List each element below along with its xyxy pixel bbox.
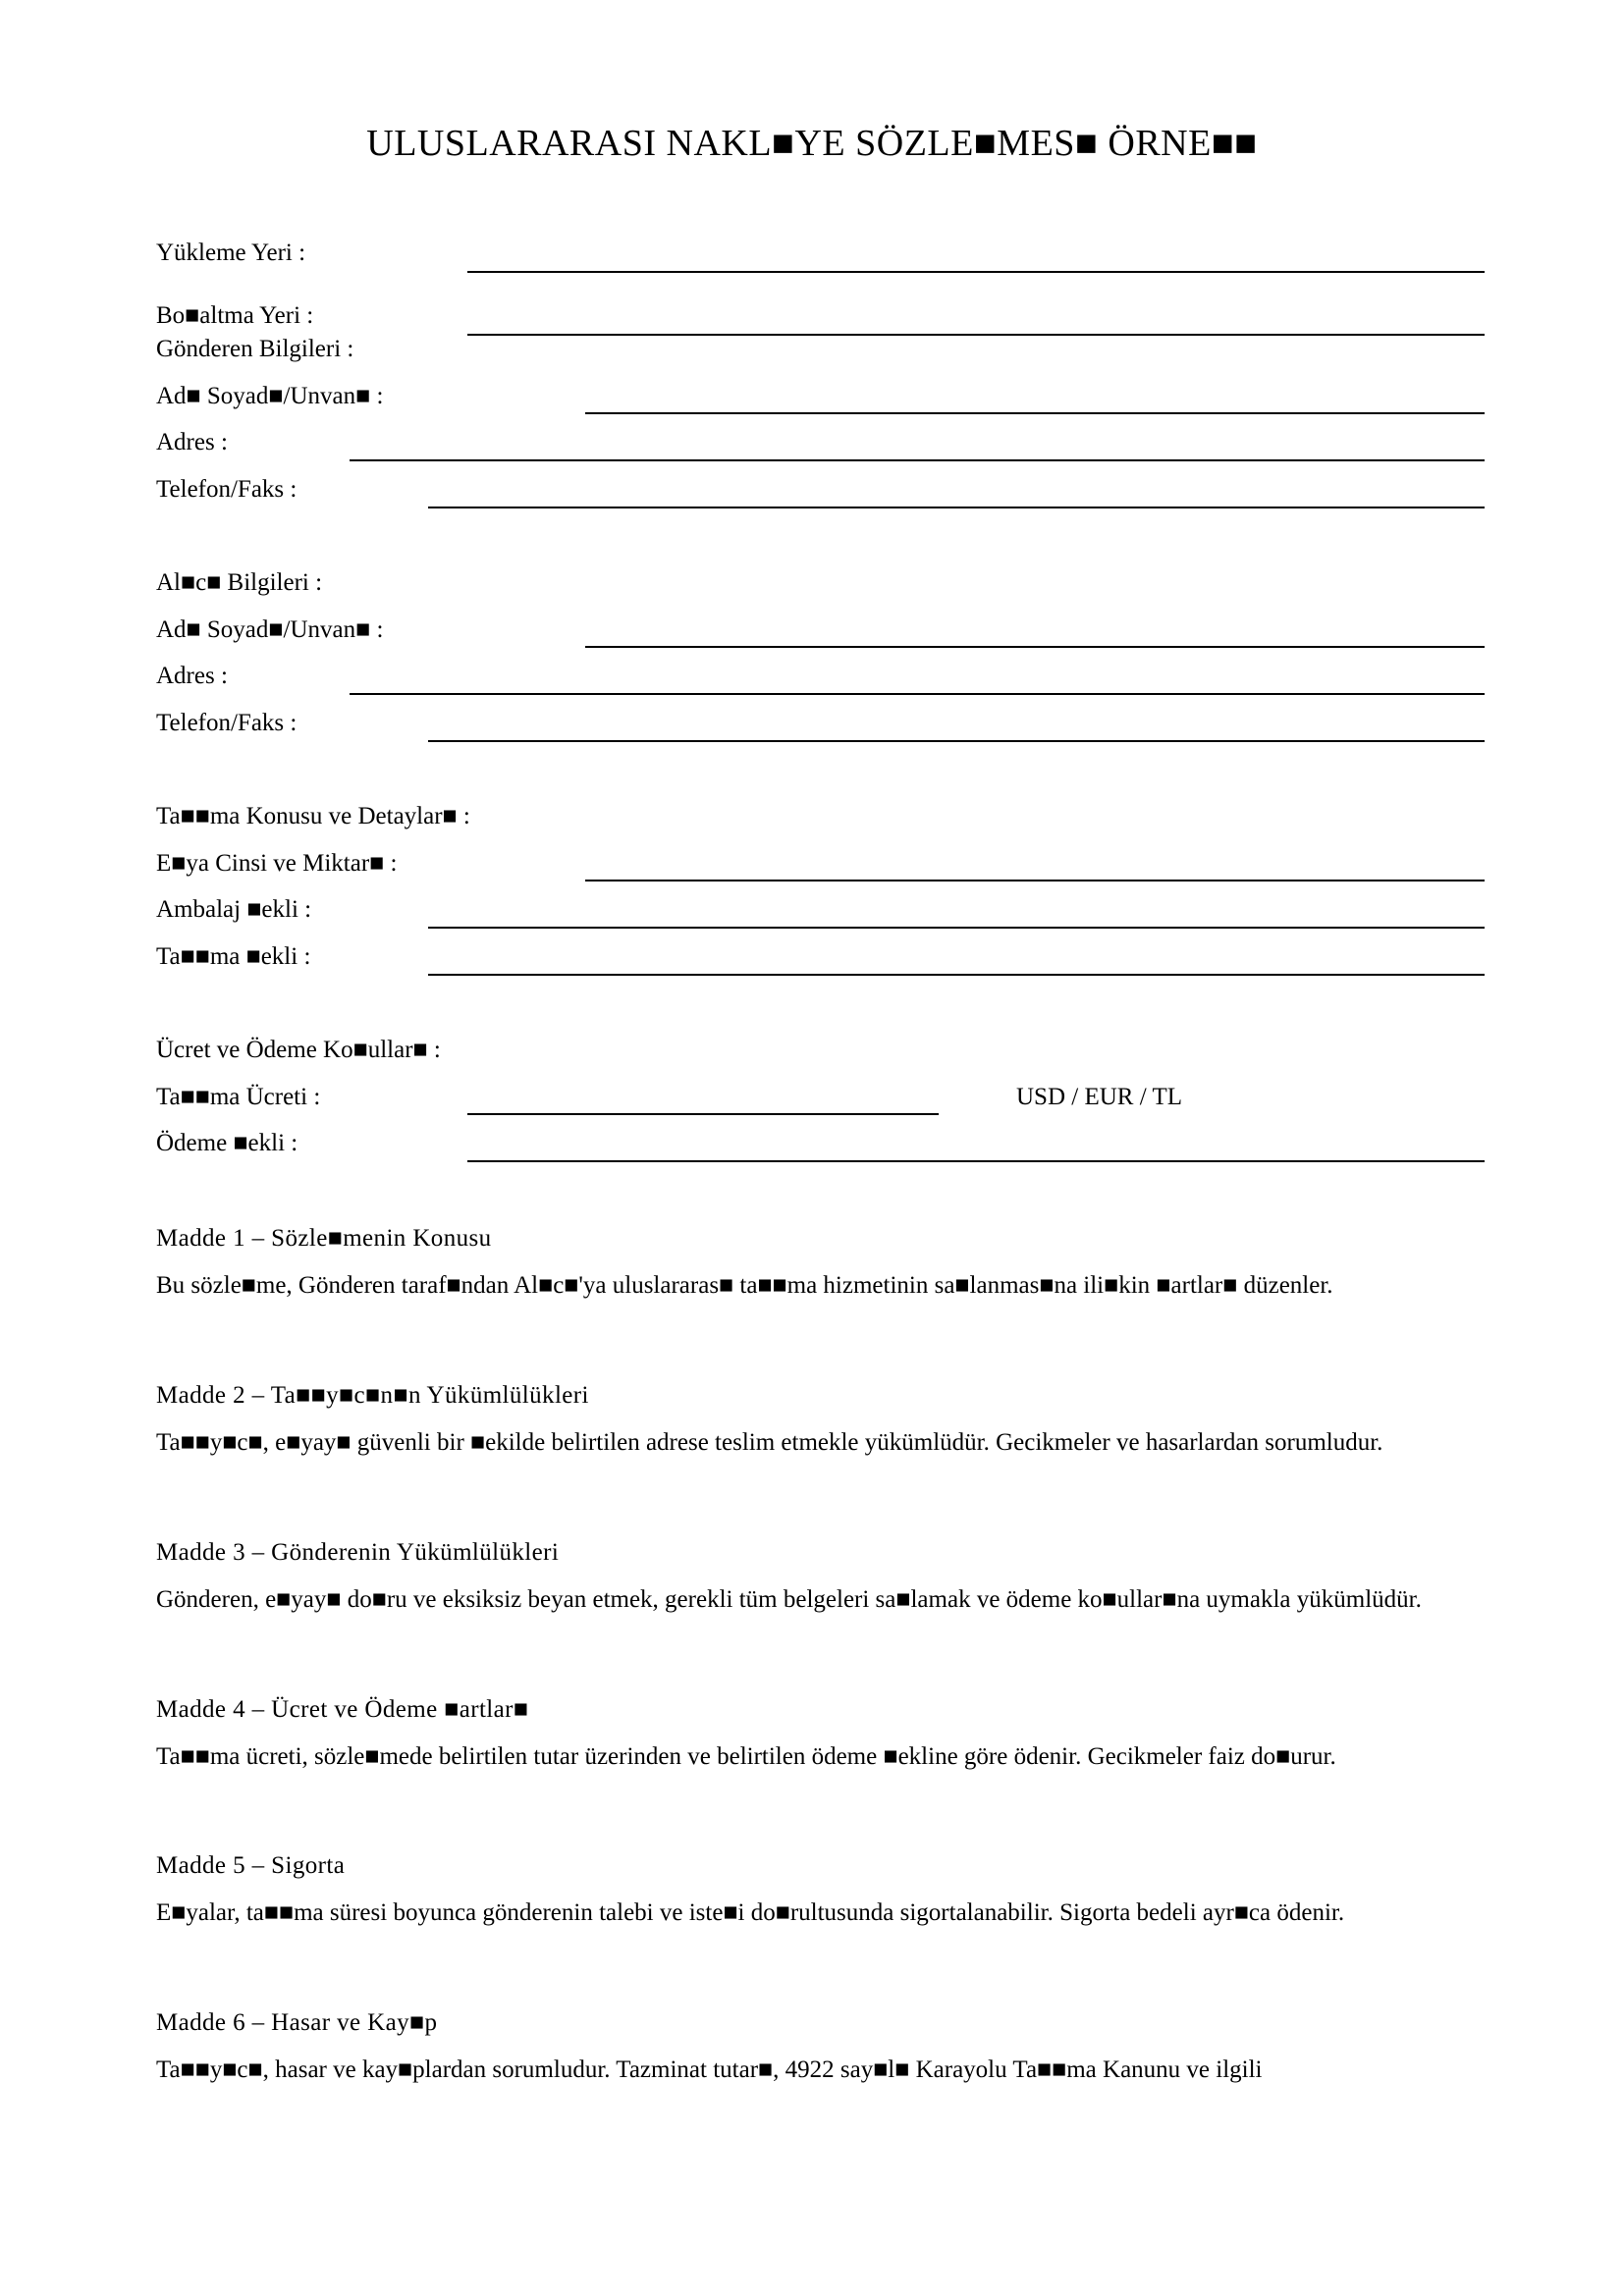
sender-phone-field[interactable]: [428, 507, 1485, 508]
sender-heading: Gönderen Bilgileri :: [156, 336, 354, 362]
receiver-name-field[interactable]: [585, 646, 1485, 648]
unloading-place-field[interactable]: [467, 334, 1485, 336]
receiver-phone-label: Telefon/Faks :: [156, 710, 298, 736]
payment-method-field[interactable]: [467, 1160, 1485, 1162]
fee-label: Ta■■ma Ücreti :: [156, 1084, 321, 1110]
article-2-text: Ta■■y■c■, e■yay■ güvenli bir ■ekilde belirtilen adrese teslim etmekle yükümlüdür. Gecikmeler ve hasarlardan sorumludur.: [156, 1429, 1383, 1456]
receiver-phone-field[interactable]: [428, 740, 1485, 742]
article-4-text: Ta■■ma ücreti, sözle■mede belirtilen tutar üzerinden ve belirtilen ödeme ■ekline göre ödenir. Gecikmeler faiz do■urur.: [156, 1743, 1336, 1770]
packaging-field[interactable]: [428, 927, 1485, 929]
transport-type-field[interactable]: [428, 974, 1485, 976]
receiver-address-field[interactable]: [350, 693, 1485, 695]
article-5-heading: Madde 5 – Sigorta: [156, 1852, 346, 1879]
document-title: ULUSLARARASI NAKL■YE SÖZLE■MES■ ÖRNE■■: [366, 123, 1258, 164]
article-6-text: Ta■■y■c■, hasar ve kay■plardan sorumludur. Tazminat tutar■, 4922 say■l■ Karayolu Ta■■ma Kanunu ve ilgili: [156, 2056, 1263, 2083]
article-3-heading: Madde 3 – Gönderenin Yükümlülükleri: [156, 1539, 560, 1566]
sender-address-field[interactable]: [350, 459, 1485, 461]
fee-field[interactable]: [467, 1113, 939, 1115]
sender-phone-label: Telefon/Faks :: [156, 476, 298, 503]
article-5-text: E■yalar, ta■■ma süresi boyunca gönderenin talebi ve iste■i do■rultusunda sigortalanabilir. Sigorta bedeli ayr■ca ödenir.: [156, 1899, 1345, 1926]
article-3-text: Gönderen, e■yay■ do■ru ve eksiksiz beyan etmek, gerekli tüm belgeleri sa■lamak ve ödeme ko■ullar■na uymakla yükümlüdür.: [156, 1586, 1422, 1613]
payment-method-label: Ödeme ■ekli :: [156, 1130, 298, 1156]
cargo-heading: Ta■■ma Konusu ve Detaylar■ :: [156, 803, 470, 829]
article-4-heading: Madde 4 – Ücret ve Ödeme ■artlar■: [156, 1696, 529, 1723]
article-1-heading: Madde 1 – Sözle■menin Konusu: [156, 1225, 492, 1252]
loading-place-label: Yükleme Yeri :: [156, 240, 306, 266]
sender-address-label: Adres :: [156, 429, 228, 455]
receiver-heading: Al■c■ Bilgileri :: [156, 569, 323, 596]
sender-name-field[interactable]: [585, 412, 1485, 414]
currency-options: USD / EUR / TL: [1016, 1084, 1182, 1110]
receiver-address-label: Adres :: [156, 663, 228, 689]
transport-type-label: Ta■■ma ■ekli :: [156, 943, 311, 970]
article-2-heading: Madde 2 – Ta■■y■c■n■n Yükümlülükleri: [156, 1382, 589, 1409]
goods-type-field[interactable]: [585, 880, 1485, 881]
sender-name-label: Ad■ Soyad■/Unvan■ :: [156, 383, 384, 409]
goods-type-label: E■ya Cinsi ve Miktar■ :: [156, 850, 398, 877]
unloading-place-label: Bo■altma Yeri :: [156, 302, 314, 329]
payment-heading: Ücret ve Ödeme Ko■ullar■ :: [156, 1037, 441, 1063]
article-1-text: Bu sözle■me, Gönderen taraf■ndan Al■c■'ya uluslararas■ ta■■ma hizmetinin sa■lanmas■na ili■kin ■artlar■ düzenler.: [156, 1272, 1333, 1299]
article-6-heading: Madde 6 – Hasar ve Kay■p: [156, 2009, 438, 2036]
packaging-label: Ambalaj ■ekli :: [156, 896, 312, 923]
loading-place-field[interactable]: [467, 271, 1485, 273]
receiver-name-label: Ad■ Soyad■/Unvan■ :: [156, 616, 384, 643]
